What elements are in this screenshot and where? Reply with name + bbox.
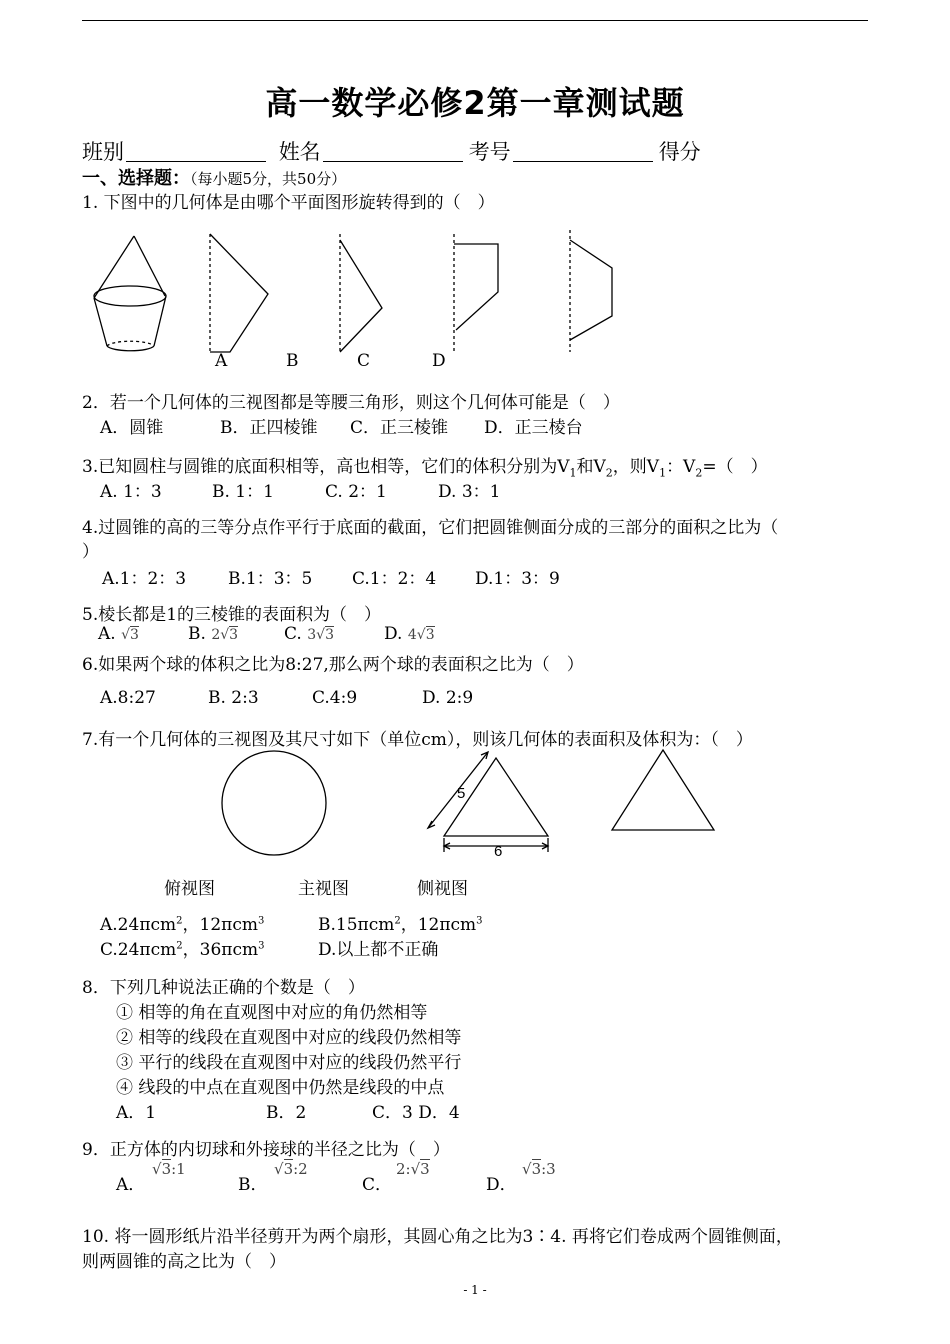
name-blank[interactable] [323,141,463,162]
top-rule [82,20,868,21]
q3-stem-part: ：V [666,457,696,477]
q8-option-a[interactable]: A．1 [116,1103,157,1123]
q7-caption-top: 俯视图 [164,879,215,899]
option-text: ，12πcm [400,915,477,935]
q7-option-a[interactable] [100,910,264,935]
option-letter: B. [188,624,206,644]
q8-stem: 8．下列几种说法正确的个数是（ ） [82,978,365,998]
ratio-head: 2: [396,1160,411,1178]
q9-option-c[interactable]: C． [362,1175,393,1195]
q3-option-c[interactable]: C. 2：1 [325,482,387,502]
coef: 3 [307,627,317,643]
class-blank[interactable] [126,141,266,162]
q5-option-b[interactable] [188,624,238,644]
page-number: - 1 - [463,1283,487,1297]
option-letter: D. [384,624,403,644]
q7-stem: 7.有一个几何体的三视图及其尺寸如下（单位cm），则该几何体的表面积及体积为：（ ） [82,730,753,750]
q2-stem: 2．若一个几何体的三视图都是等腰三角形，则这个几何体可能是（ ） [82,393,620,413]
q3-stem-part: 和V [576,457,606,477]
radicand: 3 [420,1160,430,1178]
radicand: 3 [283,1160,294,1178]
radicand: 3 [425,627,435,643]
q4-option-b[interactable]: B.1：3：5 [228,569,313,589]
ratio-tail: :3 [541,1160,556,1178]
option-text: C.24πcm [100,940,177,960]
q1-figure-b [340,234,382,352]
q6-option-d[interactable]: D. 2:9 [422,688,474,708]
q5-option-c[interactable] [284,624,334,644]
radicand: 3 [130,627,139,643]
class-label: 班别 [82,140,124,164]
score-label: 得分 [658,140,701,164]
section-heading [82,164,346,190]
ratio-tail: :1 [171,1160,186,1178]
superscript: 2 [176,940,183,952]
q7-top-view-circle [222,751,326,855]
q1-figure-c [454,234,498,352]
q3-subscript: 2 [605,466,613,480]
radicand: 3 [325,627,334,643]
option-text: ，12πcm [182,915,258,935]
number-blank[interactable] [513,141,653,162]
q2-option-a[interactable]: A．圆锥 [100,418,164,438]
coef: 2 [211,627,221,643]
number-label: 考号 [468,140,511,164]
q7-slant-dimension: 5 [457,785,466,802]
q9-option-c-expr: 2:√3 [396,1160,430,1178]
q3-option-a[interactable]: A. 1：3 [100,482,162,502]
q7-option-b[interactable] [318,910,483,935]
q6-stem: 6.如果两个球的体积之比为8:27,那么两个球的表面积之比为（ ） [82,655,584,675]
sqrt-expression: √3 [121,627,139,643]
q1-label-c: C [357,351,371,371]
section-note: （每小题5分，共50分） [190,170,347,188]
q4-option-c[interactable]: C.1：2：4 [352,569,437,589]
q7-caption-front: 主视图 [298,879,349,899]
option-letter: A. [98,624,116,644]
option-text: B.15πcm [318,915,395,935]
q9-option-a-expr: √3:1 [152,1160,186,1178]
option-text: ，36πcm [182,940,259,960]
q4-stem: 4.过圆锥的高的三等分点作平行于底面的截面，它们把圆锥侧面分成的三部分的面积之比为（ [82,518,779,538]
q7-option-c[interactable] [100,935,264,960]
q9-option-d[interactable]: D． [486,1175,517,1195]
q6-option-b[interactable]: B. 2:3 [208,688,259,708]
superscript: 2 [176,915,183,927]
q6-option-c[interactable]: C.4:9 [312,688,358,708]
q1-stem: 1. 下图中的几何体是由哪个平面图形旋转得到的（ ） [82,193,495,213]
q8-statement-3: ③ 平行的线段在直观图中对应的线段仍然平行 [116,1053,462,1073]
q7-three-views [210,748,730,860]
q1-label-d: D [432,351,446,371]
q1-solid-figure [94,236,166,351]
sqrt-expression: 3√3 [307,627,334,643]
q2-option-b[interactable]: B．正四棱锥 [220,418,318,438]
q9-stem: 9．正方体的内切球和外接球的半径之比为（ ） [82,1140,450,1160]
student-info-line [82,136,701,166]
q8-option-b[interactable]: B．2 [266,1103,307,1123]
q3-option-d[interactable]: D. 3：1 [438,482,501,502]
option-letter: C. [284,624,302,644]
radicand: 3 [161,1160,172,1178]
q4-stem-cont: ） [82,542,99,562]
page-title: 高一数学必修2第一章测试题 [265,84,685,122]
q3-stem-part: =（ ） [702,457,768,477]
option-text: A.24πcm [100,915,177,935]
q3-option-b[interactable]: B. 1：1 [212,482,274,502]
q3-subscript: 2 [695,466,703,480]
q4-option-a[interactable]: A.1：2：3 [102,569,187,589]
q3-stem-part: 3.已知圆柱与圆锥的底面积相等，高也相等，它们的体积分别为V [82,457,570,477]
sqrt-expression: 4√3 [407,627,435,643]
radicand: 3 [531,1160,542,1178]
q1-figure-d [570,230,612,352]
q9-option-d-expr: √3:3 [522,1160,556,1178]
q9-option-a[interactable]: A． [116,1175,146,1195]
q3-stem [82,452,768,479]
superscript: 3 [258,940,265,952]
q9-option-b[interactable]: B． [238,1175,268,1195]
q7-front-view-triangle [428,752,548,852]
superscript: 3 [476,915,483,927]
q10-stem-line1: 10. 将一圆形纸片沿半径剪开为两个扇形，其圆心角之比为3∶4. 再将它们卷成两个圆锥侧面， [82,1227,793,1247]
q5-option-d[interactable] [384,624,435,644]
q8-option-cd[interactable]: C．3 D．4 [372,1103,460,1123]
q8-statement-2: ② 相等的线段在直观图中对应的线段仍然相等 [116,1028,462,1048]
q5-option-a[interactable] [98,624,139,644]
q1-label-b: B [286,351,299,371]
q1-figure-a [210,234,268,352]
q7-option-d[interactable]: D.以上都不正确 [318,940,439,960]
superscript: 2 [394,915,401,927]
q7-side-view-triangle [612,750,714,830]
q2-option-c[interactable]: C．正三棱锥 [350,418,449,438]
q8-statement-4: ④ 线段的中点在直观图中仍然是线段的中点 [116,1078,445,1098]
coef: 4 [407,627,417,643]
q7-base-dimension: 6 [494,843,503,860]
q8-statement-1: ① 相等的角在直观图中对应的角仍然相等 [116,1003,428,1023]
q1-label-a: A [215,351,228,371]
section-title: 一、选择题： [82,168,190,189]
q3-stem-part: ，则V [612,457,660,477]
sqrt-expression: 2√3 [211,627,239,643]
q5-stem: 5.棱长都是1的三棱锥的表面积为（ ） [82,605,382,625]
superscript: 3 [257,915,265,927]
q4-option-d[interactable]: D.1：3：9 [475,569,560,589]
q9-option-b-expr: √3:2 [274,1160,308,1178]
radicand: 3 [229,627,239,643]
q3-subscript: 1 [659,466,667,480]
q2-option-d[interactable]: D．正三棱台 [484,418,583,438]
q6-option-a[interactable]: A.8:27 [100,688,156,708]
q3-subscript: 1 [569,466,577,480]
ratio-tail: :2 [293,1160,308,1178]
name-label: 姓名 [278,140,321,164]
q10-stem-line2: 则两圆锥的高之比为（ ） [82,1252,286,1272]
q7-caption-side: 侧视图 [417,879,468,899]
